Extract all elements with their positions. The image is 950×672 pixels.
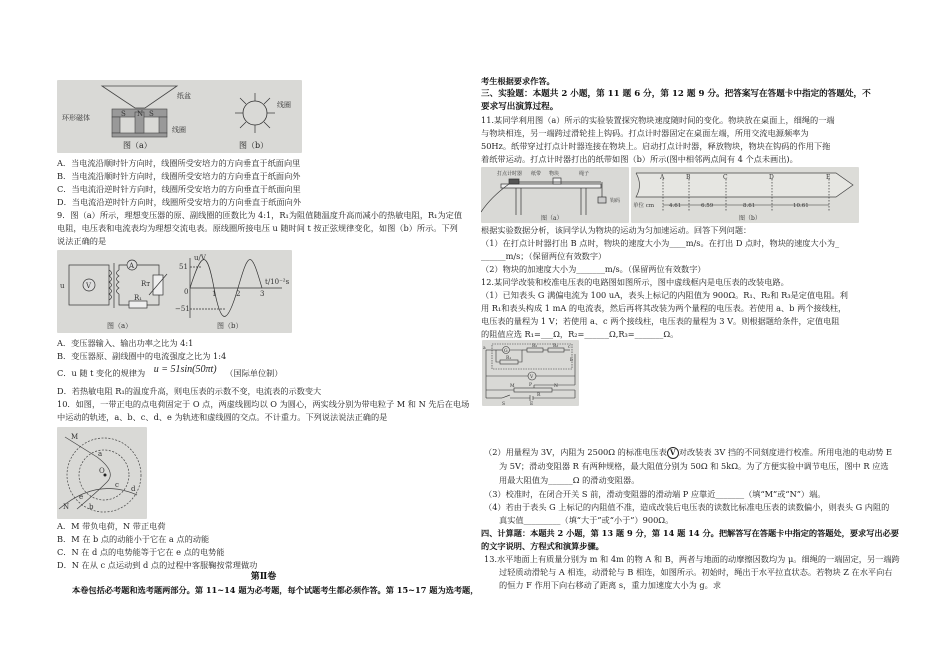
q11-analysis: 根据实验数据分析，该同学认为物块的运动为匀加速运动。回答下列问题： (481, 225, 752, 235)
point-b-label: b (89, 503, 94, 511)
q11-fig-b-caption: 图（b） (739, 215, 761, 222)
point-d-label: d (131, 485, 136, 493)
distance-de: 10.61 (793, 203, 809, 209)
q9-text-1: 9．图（a）所示，理想变压器的原、副线圈的匝数比为 4:1，R₁为阻值随温度升高而减小的热敏电阻，R₁为定值 (57, 210, 463, 220)
timer-label: 打点计时器 (497, 171, 523, 177)
weight-label: 钩码 (610, 198, 621, 204)
point-e-label: e (79, 493, 84, 501)
q10-text-1: 10．如图，一带正电的点电荷固定于 O 点，两虚线圆均以 O 为圆心，两实线分别为带电粒子 M 和 N 先后在电场 (57, 399, 470, 409)
section-2-title: 第Ⅱ卷 (250, 572, 277, 582)
q8-option-d: D．当电流沿逆时针方向时，线圈所受安培力的方向垂直于纸面向外 (57, 197, 302, 207)
cone-label: 纸盆 (177, 92, 191, 100)
section-3-heading-1: 三、实验题：本题共 2 小题，第 11 题 6 分，第 12 题 9 分。把答案写在答题卡中指定的答题处，不 (481, 89, 871, 99)
q12-sub2-1 (484, 447, 892, 459)
section-3-heading-2: 要求写出演算过程。 (481, 102, 559, 112)
tape-label: 纸带 (531, 171, 542, 177)
q11-text-3: 50Hz。纸带穿过打点计时器连接在物块上。启动打点计时器，释放物块，物块在钩码的作用下拖 (481, 141, 831, 151)
y-axis-label: u/V (194, 254, 206, 262)
q11-text-4: 着纸带运动。打点计时器打出的纸带如图（b）所示(图中相邻两点间有 4 个点未画出)。 (481, 154, 798, 164)
q9-option-b: B．变压器原、副线圈中的电流强度之比为 1:4 (57, 351, 227, 361)
tape-unit: 单位 cm (633, 203, 655, 209)
tape-point-b: B (686, 174, 691, 181)
q12-text-4: 电压表的量程为 1 V；若使用 a、c 两个接线柱，电压表的量程为 3 V。则根据题给条件，定值电阻 (481, 316, 840, 326)
q12-text-3: 用 R₁和表头构成 1 mA 的电流表，然后再将其改装为两个量程的电压表。若使用 a、b 两个接线柱， (481, 303, 847, 313)
section-2-note: 本卷包括必考题和选考题两部分。第 11~14 题为必考题，每个试题考生都必须作答。第 15~17 题为选考题， (72, 585, 479, 595)
distance-cd: 8.61 (743, 203, 756, 209)
q12-sub3: （3）校准时，在闭合开关 S 前，滑动变阻器的滑动端 P 应靠近_______（填“M”或“N”）端。 (484, 489, 826, 499)
q9-text-2: 电阻，电压表和电流表均为理想交流电表。原线圈所接电压 u 随时间 t 按正弦规律变化，如图（b）所示。下列 (57, 223, 458, 233)
ammeter-symbol: A (129, 262, 135, 270)
q9-fig-b-caption: 图（b） (217, 322, 243, 330)
resistor-r3: R₃ (553, 344, 559, 349)
particle-n-label: N (63, 503, 70, 511)
q12-sub4-1: （4）若由于表头 G 上标记的内阻值不准，造成改装后电压表的读数比标准电压表的读数偏小，则表头 G 内阻的 (484, 502, 890, 512)
terminal-b: b (570, 358, 573, 363)
rope-label: 绳子 (579, 171, 590, 177)
q9-option-c (57, 364, 283, 379)
q9-text-3: 说法正确的是 (57, 236, 107, 246)
pole-s-left: S (121, 110, 126, 118)
fig-a-caption: 图（a） (123, 141, 152, 150)
q9-figure (57, 250, 292, 333)
q12-sub2-2: 为 5V；滑动变阻器 R 有两种规格，最大阻值分别为 50Ω 和 5kΩ。为了方便实验中调节电压，图中 R 应选 (499, 461, 889, 471)
point-c-label: c (115, 481, 119, 489)
coil-b-label: 线圈 (277, 101, 291, 109)
section-4-heading-1: 四、计算题：本题共 2 小题，第 13 题 9 分，第 14 题 14 分。把解答写在答题卡中指定的答题处，要求写出必要 (481, 528, 899, 538)
rt-label: Rт (141, 280, 151, 288)
section-2-note-cont: 考生根据要求作答。 (481, 76, 555, 86)
tape-point-e: E (826, 174, 831, 181)
q13-text-1: 13.水平地面上有质量分别为 m 和 4m 的物 A 和 B，两者与地面的动摩擦因数均为 μ。细绳的一端固定，另一端跨 (484, 554, 900, 564)
switch-s: S (502, 402, 506, 406)
t2-label: 2 (236, 290, 241, 298)
q12-sub4-2: 真实值_________（填“大于”或“小于”）900Ω。 (499, 515, 674, 525)
x-axis-label: t/10⁻²s (265, 278, 290, 286)
tape-point-d: D (769, 174, 774, 181)
q10-option-b: B．M 在 b 点的动能小于它在 a 点的动能 (57, 534, 210, 544)
voltmeter-symbol: V (86, 282, 92, 290)
point-a-label: a (98, 450, 103, 458)
q11-text-2: 与物块相连，另一端跨过滑轮挂上钩码。打点计时器固定在桌面左端，所用交流电源频率为 (481, 128, 809, 138)
y-min-label: −51 (175, 305, 190, 313)
distance-ab: 4.61 (669, 203, 682, 209)
q13-text-3: 的恒力 F 作用下向右移动了距离 s，重力加速度大小为 g。求 (499, 580, 722, 590)
q8-figure (57, 80, 302, 153)
t1-label: 1 (212, 290, 217, 298)
q12-text-1: 12.某同学改装和校准电压表的电路图如图所示，图中虚线框内是电压表的改装电路。 (481, 277, 789, 287)
q8-option-a: A．当电流沿顺时针方向时，线圈所受安培力的方向垂直于纸面向里 (57, 158, 301, 168)
q12-sub2-text-b: 对改装表 3V 挡的不同刻度进行校准。所用电池的电动势 E (678, 447, 892, 457)
q12-sub2-text-a: （2）用量程为 3V，内阻为 2500Ω 的标准电压表 (484, 447, 667, 457)
pole-s-right: S (149, 110, 154, 118)
distance-bc: 6.59 (701, 203, 714, 209)
terminal-a: a (483, 346, 486, 351)
q13-text-2: 过轻质动滑轮与 A 相连，动滑轮与 B 相连，如图所示。初始时，绳出于水平拉直状态。若物块 Z 在水平向右 (499, 567, 893, 577)
q11-figure-b (631, 167, 859, 223)
slider-p: P (529, 383, 533, 388)
y-max-label: 51 (179, 263, 188, 271)
origin-label: 0 (184, 288, 189, 296)
q9-u-label: u (60, 282, 65, 290)
q8-option-c: C．当电流沿逆时针方向时，线圈所受安培力的方向垂直于纸面向里 (57, 184, 301, 194)
q10-text-2: 中运动的轨迹，a、b、c、d、e 为轨迹和虚线圆的交点。不计重力。下列说法说法正确的是 (57, 412, 388, 422)
battery-e: E (530, 402, 534, 406)
resistor-r1: R₁ (506, 356, 512, 361)
rheostat-r: R (537, 393, 541, 398)
q11-text-1: 11.某同学利用图（a）所示的实验装置探究物块速度随时间的变化。物块放在桌面上，细绳的一端 (481, 115, 835, 125)
fig-b-caption: 图（b） (239, 141, 269, 150)
coil-label: 线圈 (172, 126, 186, 134)
particle-m-label: M (71, 433, 79, 441)
q10-option-d: D．N 在从 c 点运动到 d 点的过程中客服鞠按常理做功 (57, 560, 258, 570)
block-label: 物块 (549, 171, 560, 177)
q11-sub1-1: （1）在打点计时器打出 B 点时，物块的速度大小为____m/s。在打出 D 点时，物块的速度大小为_ (481, 238, 840, 248)
standard-voltmeter: V (530, 375, 534, 380)
q9-fig-a-caption: 图（a） (107, 322, 133, 330)
q12-circuit-figure (482, 340, 579, 406)
pole-n: N (137, 110, 144, 118)
q12-text-2: （1）已知表头 G 满偏电流为 100 uA，表头上标记的内阻值为 900Ω。R₁、R₂和 R₃是定值电阻。利 (481, 290, 848, 300)
r1-label: R₁ (134, 294, 143, 302)
q10-option-c: C．N 在 d 点的电势能等于它在 e 点的电势能 (57, 547, 225, 557)
tape-point-c: C (723, 174, 728, 181)
q9-option-c-formula: u = 51sin(50πt) (153, 364, 217, 375)
magnet-label: 环形磁体 (62, 114, 90, 122)
tape-point-a: A (660, 174, 665, 181)
q12-sub2-3: 用最大阻值为______Ω 的滑动变阻器。 (499, 475, 640, 485)
galvanometer-g: G (504, 349, 508, 354)
voltmeter-icon (667, 447, 679, 459)
voltmeter-icon-letter: V (670, 448, 676, 457)
rheostat-n: N (554, 384, 558, 389)
q9-option-c-prefix: C．u 随 t 变化的规律为 (57, 368, 146, 378)
q8-option-b: B．当电流沿顺时针方向时，线圈所受安培力的方向垂直于纸面向外 (57, 171, 301, 181)
q12-text-5: 的阻值应选 R₁=___Ω，R₂=______Ω,R₃=_______Ω。 (481, 329, 679, 339)
q9-option-d: D．若热敏电阻 R₁的温度升高，则电压表的示数不变，电流表的示数变大 (57, 386, 322, 396)
q11-fig-a-caption: 图（a） (541, 215, 563, 222)
t3-label: 3 (260, 290, 265, 298)
q9-option-c-suffix: （国际单位制） (225, 368, 283, 378)
q11-sub2: （2）物块的加速度大小为_______m/s。（保留两位有效数字） (481, 264, 706, 274)
terminal-c: c (568, 345, 571, 350)
point-o-label: O (99, 467, 105, 475)
q10-figure (57, 427, 147, 519)
resistor-r2: R₂ (532, 344, 538, 349)
section-4-heading-2: 的文字说明、方程式和演算步骤。 (481, 541, 604, 551)
q9-option-a: A．变压器输入、输出功率之比为 4:1 (57, 338, 194, 348)
q11-figure-a (481, 167, 629, 223)
q11-sub1-2: ______m/s；（保留两位有效数字） (481, 251, 607, 261)
rheostat-m: M (510, 384, 515, 389)
q10-option-a: A．M 带负电荷，N 带正电荷 (57, 521, 166, 531)
